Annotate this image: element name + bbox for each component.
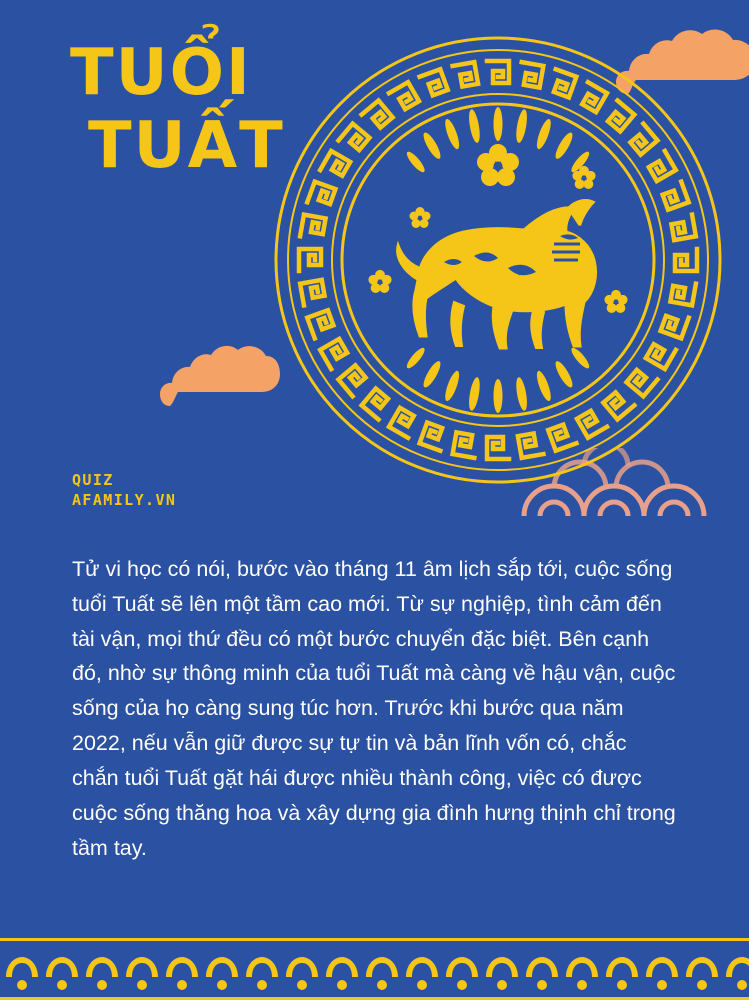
page-title bbox=[70, 36, 320, 183]
title-line-1: TUỔI bbox=[70, 36, 252, 110]
credit-line-2: AFAMILY.VN bbox=[72, 491, 177, 510]
body-paragraph: Tử vi học có nói, bước vào tháng 11 âm lịch sắp tới, cuộc sống tuổi Tuất sẽ lên một tầm cao mới. Từ sự nghiệp, tình cảm đến tài vận, mọi thứ đều có một bước chuyển đặc biệt. Bên cạnh đó, nhờ sự thông minh của tuổi Tuất mà càng về hậu vận, cuộc sống của họ càng sung túc hơn. Trước khi bước qua năm 2022, nếu vẫn giữ được sự tự tin và bản lĩnh vốn có, chắc chắn tuổi Tuất gặt hái được nhiều thành công, việc có được cuộc sống thăng hoa và xây dựng gia đình hưng thịnh chỉ trong tầm tay. bbox=[72, 557, 676, 860]
bottom-border-ornament bbox=[0, 938, 749, 1000]
title-line-2: TUẤT bbox=[88, 108, 285, 183]
cloud-icon-left bbox=[160, 340, 280, 418]
credit-block bbox=[72, 470, 176, 511]
border-pattern bbox=[0, 941, 749, 997]
dog-zodiac-medallion-icon bbox=[268, 30, 728, 490]
credit-line-1: QUIZ bbox=[72, 471, 114, 489]
